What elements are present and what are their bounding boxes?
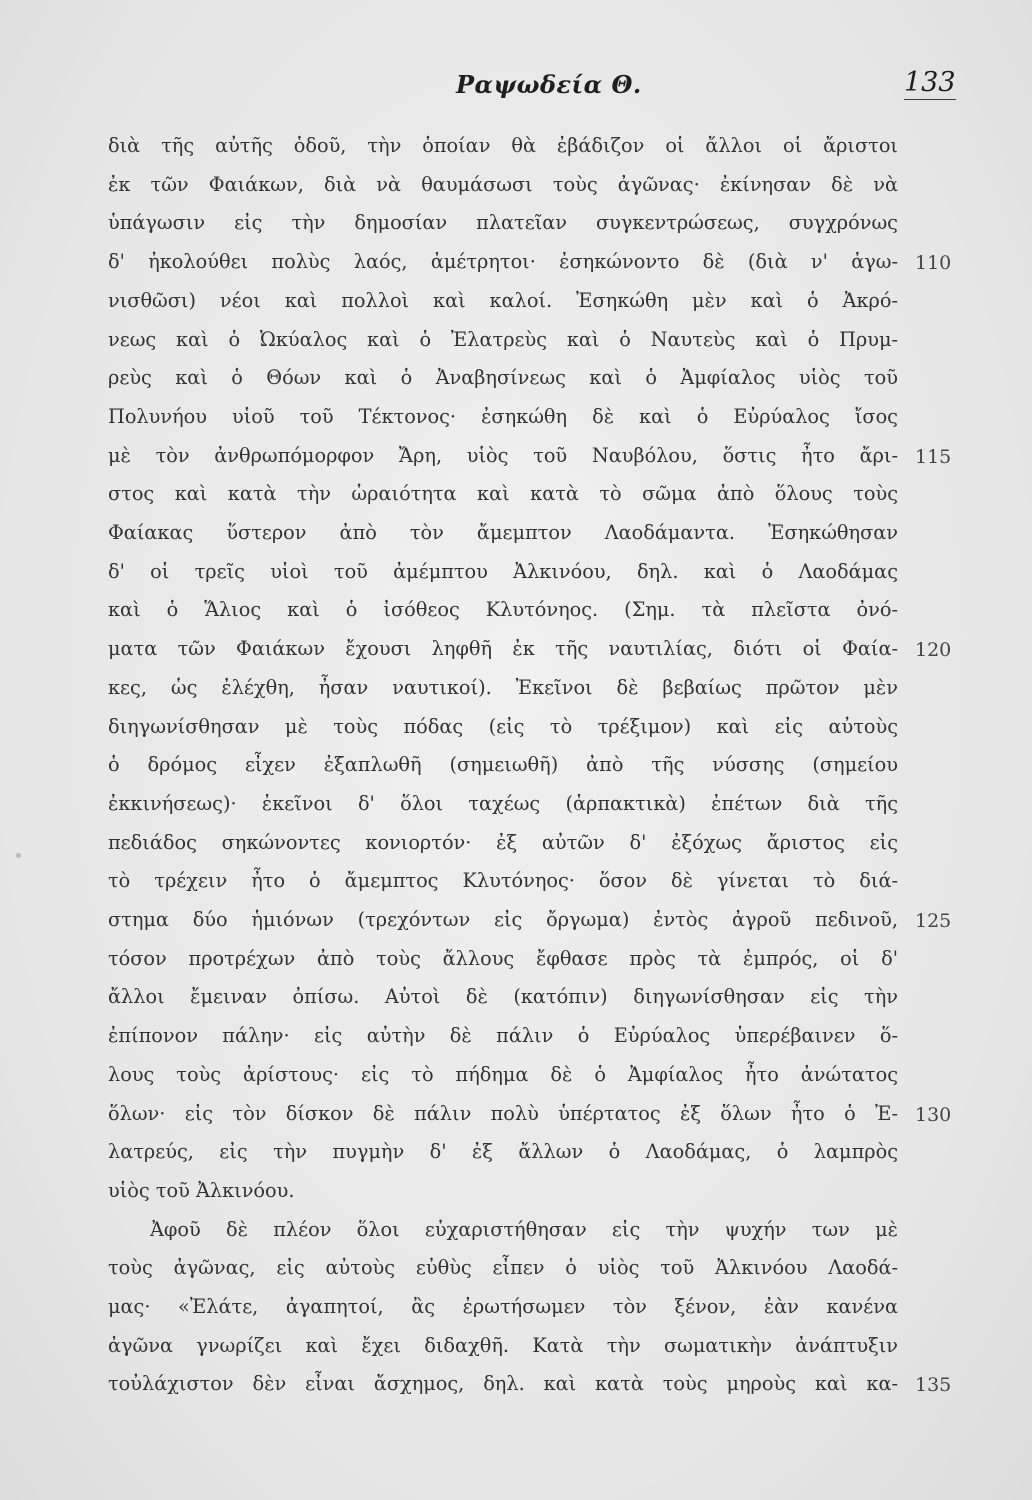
text-line: μὲ τὸν ἀνθρωπόμορφον Ἄρη, υἱὸς τοῦ Ναυβόλου, ὅστις ἦτο ἄρι- (108, 443, 898, 467)
line-number: 135 (915, 1374, 952, 1397)
text-line: ματα τῶν Φαιάκων ἔχουσι ληφθῆ ἐκ τῆς ναυτιλίας, διότι οἱ Φαία- (108, 637, 898, 661)
text-line: διὰ τῆς αὐτῆς ὁδοῦ, τὴν ὁποίαν θὰ ἐβάδιζον οἱ ἄλλοι οἱ ἄριστοι (108, 134, 898, 157)
text-line: ὁ δρόμος εἶχεν ἐξαπλωθῆ (σημειωθῆ) ἀπὸ τῆς νύσσης (σημείου (108, 753, 898, 777)
text-line: πεδιάδος σηκώνοντες κονιορτόν· ἐξ αὐτῶν δ' ἐξόχως ἄριστος εἰς (108, 830, 898, 854)
text-line: μας· «Ἐλάτε, ἀγαπητοί, ἂς ἐρωτήσωμεν τὸν ξένον, ἐὰν κανένα (108, 1295, 898, 1318)
text-line: ἄλλοι ἔμειναν ὀπίσω. Αὐτοὶ δὲ (κατόπιν) διηγωνίσθησαν εἰς τὴν (108, 985, 898, 1009)
text-line: λους τοὺς ἀρίστους· εἰς τὸ πήδημα δὲ ὁ Ἀμφίαλος ἦτο ἀνώτατος (108, 1062, 898, 1086)
text-line: δ' οἱ τρεῖς υἱοὶ τοῦ ἀμέμπτου Ἀλκινόου, δηλ. καὶ ὁ Λαοδάμας (108, 559, 898, 583)
text-line: στος καὶ κατὰ τὴν ὡραιότητα καὶ κατὰ τὸ σῶμα ἀπὸ ὅλους τοὺς (108, 482, 898, 506)
line-number: 115 (915, 445, 952, 468)
text-line: τοὺς ἀγῶνας, εἰς αὐτοὺς εὐθὺς εἶπεν ὁ υἱὸς τοῦ Ἀλκινόου Λαοδά- (108, 1256, 898, 1280)
text-line: ἐπίπονον πάλην· εἰς αὐτὴν δὲ πάλιν ὁ Εὐρύαλος ὑπερέβαινεν ὅ- (108, 1024, 898, 1048)
text-line: ἀγῶνα γνωρίζει καὶ ἔχει διδαχθῆ. Κατὰ τὴν σωματικὴν ἀνάπτυξιν (108, 1333, 898, 1357)
text-line: υἱὸς τοῦ Ἀλκινόου. (108, 1178, 295, 1202)
line-number: 120 (915, 639, 952, 662)
text-line: Ἀφοῦ δὲ πλέον ὅλοι εὐχαριστήθησαν εἰς τὴν ψυχήν των μὲ (150, 1217, 898, 1241)
line-number: 130 (915, 1103, 952, 1126)
text-line: Πολυνήου υἱοῦ τοῦ Τέκτονος· ἐσηκώθη δὲ καὶ ὁ Εὐρύαλος ἴσος (108, 404, 898, 428)
text-line: νεως καὶ ὁ Ὠκύαλος καὶ ὁ Ἐλατρεὺς καὶ ὁ Ναυτεὺς καὶ ὁ Πρυμ- (108, 327, 898, 351)
text-line: διηγωνίσθησαν μὲ τοὺς πόδας (εἰς τὸ τρέξιμον) καὶ εἰς αὐτοὺς (108, 714, 898, 738)
text-line: καὶ ὁ Ἅλιος καὶ ὁ ἰσόθεος Κλυτόνηος. (Σημ. τὰ πλεῖστα ὀνό- (108, 598, 898, 622)
running-title: Ραψωδεία Θ. (456, 70, 642, 99)
paper-speck (16, 853, 21, 858)
text-line: νισθῶσι) νέοι καὶ πολλοὶ καὶ καλοί. Ἐσηκώθη μὲν καὶ ὁ Ἀκρό- (108, 288, 898, 312)
line-number: 110 (915, 252, 952, 275)
text-line: δ' ἠκολούθει πολὺς λαός, ἀμέτρητοι· ἐσηκώνοντο δὲ (διὰ ν' ἀγω- (108, 250, 898, 274)
text-line: ἐκκινήσεως)· ἐκεῖνοι δ' ὅλοι ταχέως (ἁρπακτικὰ) ἐπέτων διὰ τῆς (108, 791, 898, 815)
text-line: λατρεύς, εἰς τὴν πυγμὴν δ' ἐξ ἄλλων ὁ Λαοδάμας, ὁ λαμπρὸς (108, 1140, 898, 1164)
line-number: 125 (915, 910, 952, 932)
text-line: στημα δύο ἡμιόνων (τρεχόντων εἰς ὄργωμα) ἐντὸς ἀγροῦ πεδινοῦ, (108, 908, 898, 931)
text-line: κες, ὡς ἐλέχθη, ἦσαν ναυτικοί). Ἐκεῖνοι δὲ βεβαίως πρῶτον μὲν (108, 675, 898, 699)
text-line: ἐκ τῶν Φαιάκων, διὰ νὰ θαυμάσωσι τοὺς ἀγῶνας· ἐκίνησαν δὲ νὰ (108, 172, 898, 196)
text-line: τοὐλάχιστον δὲν εἶναι ἄσχημος, δηλ. καὶ κατὰ τοὺς μηροὺς καὶ κα- (108, 1372, 898, 1396)
page-number: 133 (904, 67, 956, 98)
text-line: ρεὺς καὶ ὁ Θόων καὶ ὁ Ἀναβησίνεως καὶ ὁ Ἀμφίαλος υἱὸς τοῦ (108, 366, 898, 390)
text-line: Φαίακας ὕστερον ἀπὸ τὸν ἄμεμπτον Λαοδάμαντα. Ἐσηκώθησαν (108, 521, 898, 544)
text-line: τόσον προτρέχων ἀπὸ τοὺς ἄλλους ἔφθασε πρὸς τὰ ἐμπρός, οἱ δ' (108, 946, 898, 970)
text-line: τὸ τρέχειν ἦτο ὁ ἄμεμπτος Κλυτόνηος· ὅσον δὲ γίνεται τὸ διά- (108, 869, 898, 893)
text-line: ὑπάγωσιν εἰς τὴν δημοσίαν πλατεῖαν συγκεντρώσεως, συγχρόνως (108, 211, 898, 235)
text-line: ὅλων· εἰς τὸν δίσκον δὲ πάλιν πολὺ ὑπέρτατος ἐξ ὅλων ἦτο ὁ Ἐ- (108, 1101, 898, 1125)
